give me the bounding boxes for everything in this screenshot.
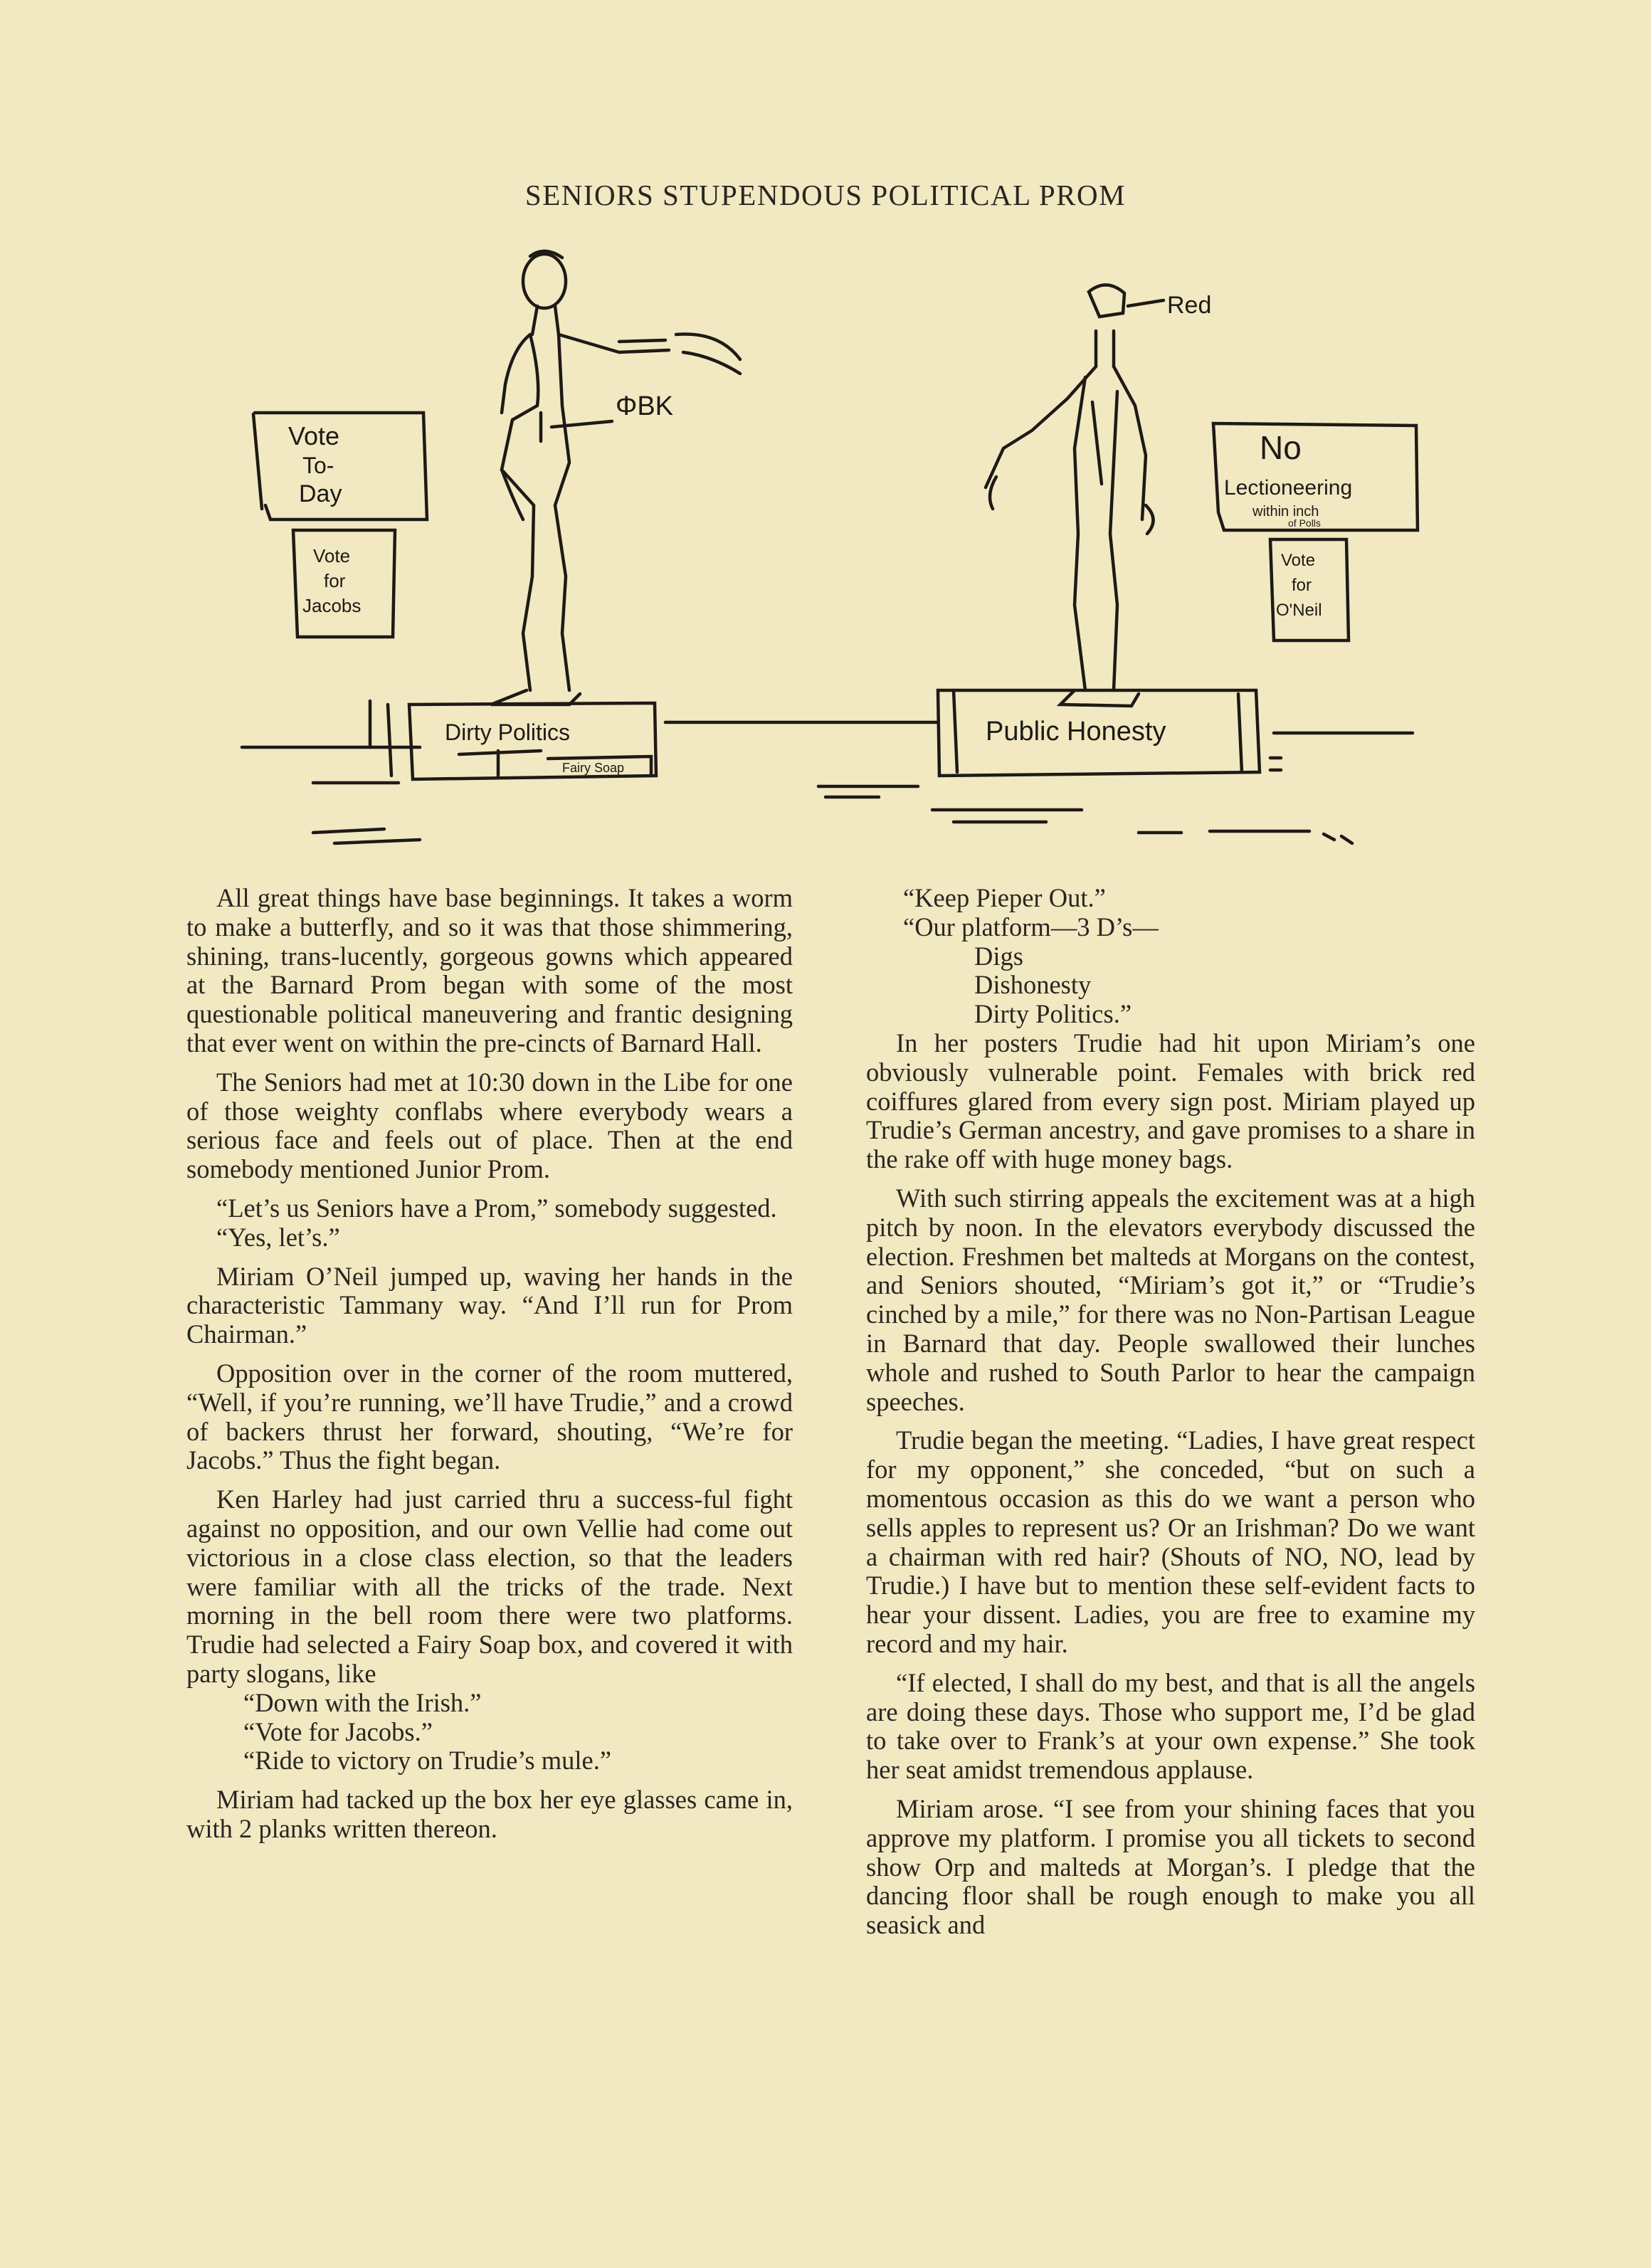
right-sign-top-line4: of Polls — [1288, 517, 1321, 529]
right-text-column — [866, 884, 1475, 1950]
left-text-column — [186, 884, 793, 1854]
paragraph: Miriam arose. “I see from your shining faces that you approve my platform. I promise you all tickets to second show Orp and malteds at Morgan’s. I pledge that the dancing floor shall be rough enough to make you all seasick and — [866, 1793, 1475, 1940]
right-sign-bottom-line3: O'Neil — [1276, 601, 1322, 620]
ground-lines — [242, 722, 1413, 843]
slogan-line: Digs — [974, 941, 1023, 971]
left-sign-bottom-line3: Jacobs — [302, 595, 362, 616]
left-box-dirty-politics — [370, 701, 656, 779]
right-box-label: Public Honesty — [986, 717, 1166, 747]
right-sign-no-electioneering — [1213, 423, 1418, 530]
right-figure-miriam — [986, 285, 1154, 706]
paragraph: Miriam O’Neil jumped up, waving her hands in the characteristic Tammany way. “And I’ll run for Prom Chairman.” — [186, 1261, 793, 1349]
paragraph: All great things have base beginnings. It takes a worm to make a butterfly, and so it was that those shimmering, shining, trans-lucently, gorgeous gowns which appeared at the Barnard Prom began with some of the most questionable political maneuvering and frantic designing that ever went on within the pre-cincts of Barnard Hall. — [186, 883, 793, 1057]
slogan-line: “Down with the Irish.” — [243, 1687, 482, 1717]
right-sign-bottom-line1: Vote — [1281, 551, 1316, 570]
left-sign-top-line1: Vote — [288, 421, 340, 450]
right-sign-vote-oneil — [1270, 539, 1349, 640]
left-key-label: ΦBK — [616, 391, 674, 421]
political-cartoon-illustration — [0, 235, 1651, 875]
left-sign-vote-today — [253, 413, 427, 519]
right-sign-top-line3: within inch — [1252, 504, 1319, 519]
slogan-line: Dishonesty — [974, 970, 1092, 1000]
slogan-line: “Vote for Jacobs.” — [243, 1716, 433, 1746]
paragraph: Miriam had tacked up the box her eye glasses came in, with 2 planks written thereon. — [186, 1785, 793, 1843]
paragraph: The Seniors had met at 10:30 down in the Libe for one of those weighty conflabs where everybody wears a serious face and feels out of place. Then at the end somebody mentioned Junior Prom. — [186, 1067, 793, 1184]
paragraph: Ken Harley had just carried thru a success-ful fight against no opposition, and our own Vellie had come out victorious in a close class election, so that the leaders were familiar with all the tricks of the trade. Next morning in the bell room there were two platforms. Trudie had selected a Fairy Soap box, and covered it with party slogans, like — [186, 1484, 793, 1688]
page-title: SENIORS STUPENDOUS POLITICAL PROM — [524, 179, 1127, 211]
left-sign-bottom-line1: Vote — [313, 545, 351, 566]
slogan-line: “Ride to victory on Trudie’s mule.” — [243, 1746, 612, 1776]
slogan-line: “Keep Pieper Out.” — [903, 883, 1106, 912]
right-hair-pointer-line — [1128, 300, 1164, 306]
left-sign-top-line3: Day — [299, 480, 342, 507]
paragraph: Opposition over in the corner of the room muttered, “Well, if you’re running, we’ll have Trudie,” and a crowd of backers thrust her forward, shouting, “We’re for Jacobs.” Thus the fight began. — [186, 1358, 793, 1475]
paragraph: Trudie began the meeting. “Ladies, I have great respect for my opponent,” she conceded, “but on such a momentous occasion as this do we want a person who sells apples to represent us? Or an Irishman? Do we want a chairman with red hair? (Shouts of NO, NO, lead by Trudie.) I have but to mention these self-evident facts to hear your dissent. Ladies, you are free to examine my record and my hair. — [866, 1425, 1475, 1658]
left-box-label: Dirty Politics — [445, 719, 571, 745]
paragraph: “Yes, let’s.” — [216, 1222, 340, 1252]
right-sign-top-line2: Lectioneering — [1224, 476, 1353, 500]
right-sign-top-line1: No — [1260, 429, 1302, 466]
left-sign-vote-jacobs — [293, 530, 395, 637]
left-sign-bottom-line2: for — [324, 570, 346, 591]
paragraph: In her posters Trudie had hit upon Miriam’s one obviously vulnerable point. Females with brick red coiffures glared from every sign post. Miriam played up Trudie’s German ancestry, and gave promises to a share in the rake off with huge money bags. — [866, 1028, 1475, 1174]
slogan-line: “Our platform—3 D’s— — [903, 912, 1159, 942]
right-box-public-honesty — [938, 690, 1260, 776]
paragraph: With such stirring appeals the excitement was at a high pitch by noon. In the elevators everybody discussed the election. Freshmen bet malteds at Morgans on the contest, and Seniors shouted, “Miriam’s got it,” or “Trudie’s cinched by a mile,” for there was no Non-Partisan League in Barnard that day. People swallowed their lunches whole and rushed to South Parlor to hear the campaign speeches. — [866, 1183, 1475, 1416]
paragraph: “If elected, I shall do my best, and that is all the angels are doing these days. Those who support me, I’d be glad to take over to Frank’s at your own expense.” She took her seat amidst tremendous applause. — [866, 1667, 1475, 1785]
left-figure-trudie — [491, 251, 740, 705]
slogan-line: Dirty Politics.” — [974, 999, 1132, 1029]
left-box-small-label: Fairy Soap — [562, 761, 625, 775]
paragraph: “Let’s us Seniors have a Prom,” somebody suggested. — [216, 1193, 777, 1223]
right-sign-bottom-line2: for — [1292, 576, 1312, 595]
left-sign-top-line2: To- — [302, 453, 334, 478]
right-hair-label: Red — [1167, 292, 1212, 319]
